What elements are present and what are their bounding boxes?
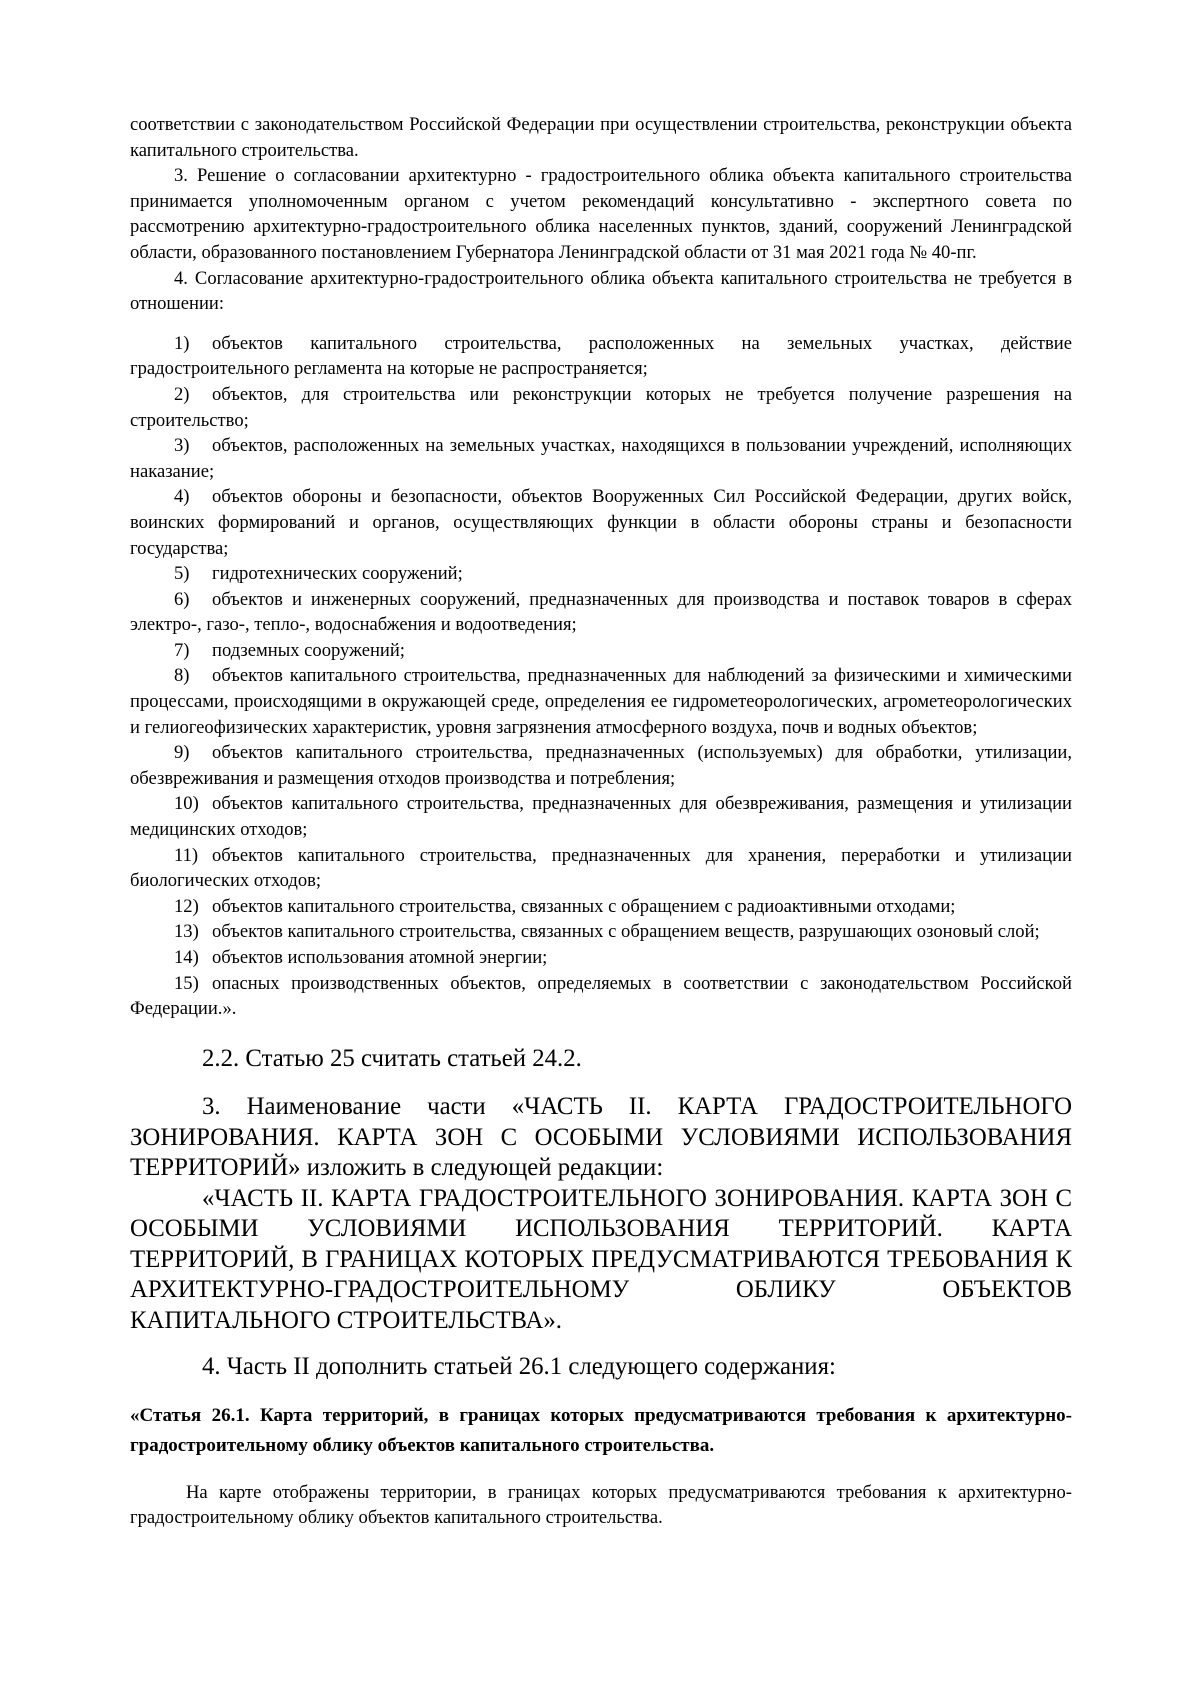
list-item: 3) объектов, расположенных на земельных участках, находящихся в пользовании учреждений, исполняющих наказание; <box>130 435 1072 482</box>
paragraph-4: 4. Согласование архитектурно-градостроительного облика объекта капитального строительства не требуется в отношении: <box>130 267 1072 315</box>
list-item: 12) объектов капитального строительства, связанных с обращением с радиоактивными отходами; <box>174 895 956 917</box>
list-item: 9) объектов капитального строительства, предназначенных (используемых) для обработки, утилизации, обезвреживания и размещения отходов производства и потребления; <box>130 742 1072 789</box>
exemption-list <box>130 331 1072 1022</box>
article-26-1-heading: «Статья 26.1. Карта территорий, в границах которых предусматриваются требования к архитектурно-градостроительному облику объектов капитального строительства. <box>130 1404 1072 1456</box>
small-text-block <box>130 112 1072 1022</box>
section-4-text: 4. Часть II дополнить статьей 26.1 следующего содержания: <box>202 1353 836 1381</box>
section-3-text: 3. Наименование части «ЧАСТЬ II. КАРТА ГРАДОСТРОИТЕЛЬНОГО ЗОНИРОВАНИЯ. КАРТА ЗОН С ОСОБЫМИ УСЛОВИЯМИ ИСПОЛЬЗОВАНИЯ ТЕРРИТОРИЙ» изложить в следующей редакции: <box>130 1093 1072 1182</box>
list-item: 15) опасных производственных объектов, определяемых в соответствии с законодательством Российской Федерации.». <box>130 972 1072 1020</box>
list-item: 13) объектов капитального строительства, связанных с обращением веществ, разрушающих озоновый слой; <box>174 921 1040 943</box>
list-item: 11) объектов капитального строительства, предназначенных для хранения, переработки и утилизации биологических отходов; <box>130 844 1072 892</box>
section-3 <box>130 1092 1072 1336</box>
paragraph-3: 3. Решение о согласовании архитектурно - градостроительного облика объекта капитального строительства принимается уполномоченным органом с учетом рекомендаций консультативно - экспертного совета по рассмотрению архитектурно-градостроительного облика населенных пунктов, зданий, сооружений Ленинградской области, образованного постановлением Губернатора Ленинградской области от 31 мая 2021 года № 40-пг. <box>130 165 1072 263</box>
list-item: 5) гидротехнических сооружений; <box>174 563 463 585</box>
section-4 <box>130 1352 1072 1383</box>
list-item: 4) объектов обороны и безопасности, объектов Вооруженных Сил Российской Федерации, других войск, воинских формирований и органов, осуществляющих функции в области обороны страны и безопасности государства; <box>130 486 1072 559</box>
section-3-quote: «ЧАСТЬ II. КАРТА ГРАДОСТРОИТЕЛЬНОГО ЗОНИРОВАНИЯ. КАРТА ЗОН С ОСОБЫМИ УСЛОВИЯМИ ИСПОЛЬЗОВАНИЯ ТЕРРИТОРИЙ. КАРТА ТЕРРИТОРИЙ, В ГРАНИЦАХ КОТОРЫХ ПРЕДУСМАТРИВАЮТСЯ ТРЕБОВАНИЯ К АРХИТЕКТУРНО-ГРАДОСТРОИТЕЛЬНОМУ ОБЛИКУ ОБЪЕКТОВ КАПИТАЛЬНОГО СТРОИТЕЛЬСТВА». <box>130 1184 1072 1334</box>
paragraph-intro: соответствии с законодательством Российской Федерации при осуществлении строительства, реконструкции объекта капитального строительства. <box>130 114 1072 161</box>
list-item: 2) объектов, для строительства или реконструкции которых не требуется получение разрешения на строительство; <box>130 383 1072 431</box>
section-2-2 <box>130 1044 1072 1075</box>
list-item: 14) объектов использования атомной энергии; <box>174 947 548 968</box>
list-item: 6) объектов и инженерных сооружений, предназначенных для производства и поставок товаров в сферах электро-, газо-, тепло-, водоснабжения и водоотведения; <box>130 588 1072 636</box>
list-item: 8) объектов капитального строительства, предназначенных для наблюдений за физическими и химическими процессами, происходящими в окружающей среде, определения ее гидрометеорологических, агрометеорологических и гелиогеофизических характеристик, уровня загрязнения атмосферного воздуха, почв и водных объектов; <box>130 665 1072 738</box>
list-item: 1) объектов капитального строительства, расположенных на земельных участках, действие градостроительного регламента на которые не распространяется; <box>130 332 1072 380</box>
list-item: 10) объектов капитального строительства, предназначенных для обезвреживания, размещения и утилизации медицинских отходов; <box>130 793 1072 841</box>
section-2-2-text: 2.2. Статью 25 считать статьей 24.2. <box>202 1044 582 1072</box>
article-26-1-text: На карте отображены территории, в границах которых предусматриваются требования к архитектурно-градостроительному облику объектов капитального строительства. <box>130 1481 1072 1529</box>
list-item: 7) подземных сооружений; <box>174 639 405 661</box>
